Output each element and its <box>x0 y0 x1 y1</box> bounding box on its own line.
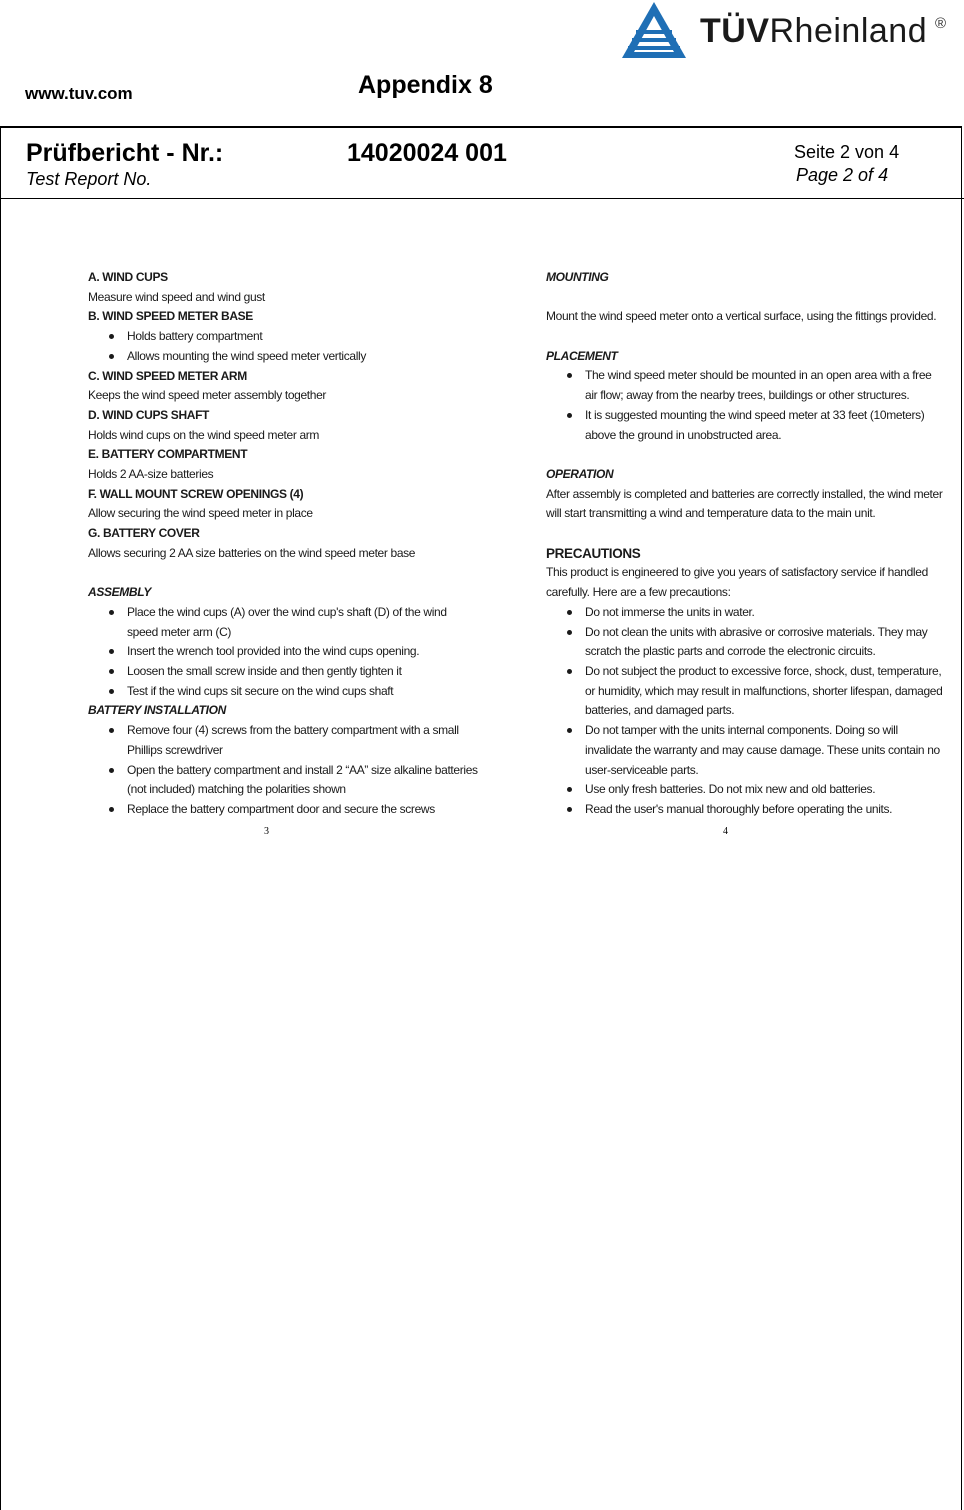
section-heading: B. WIND SPEED METER BASE <box>88 309 253 324</box>
section-text: Allows securing 2 AA size batteries on the wind speed meter base <box>88 545 416 560</box>
section-text: Holds wind cups on the wind speed meter arm <box>88 427 320 442</box>
list-item: Do not tamper with the units internal components. Doing so will invalidate the warranty and may cause damage. These units contain no user-serviceable parts. <box>546 721 946 780</box>
list-item: It is suggested mounting the wind speed meter at 33 feet (10meters) above the ground in unobstructed area. <box>546 406 946 445</box>
section-heading: D. WIND CUPS SHAFT <box>88 407 210 422</box>
page-indicator-de: Seite 2 von 4 <box>794 142 900 162</box>
page-indicator-en: Page 2 of 4 <box>796 165 889 185</box>
section-heading: E. BATTERY COMPARTMENT <box>88 447 248 462</box>
list-item: Insert the wrench tool provided into the wind cups opening. <box>88 642 478 662</box>
section-text: Keeps the wind speed meter assembly together <box>88 388 327 403</box>
mounting-heading: MOUNTING <box>546 270 609 284</box>
report-label-en: Test Report No. <box>26 169 152 189</box>
spacer <box>546 445 946 465</box>
list-item: Test if the wind cups sit secure on the wind cups shaft <box>88 682 478 702</box>
list-item: Allows mounting the wind speed meter vertically <box>88 347 478 367</box>
spacer <box>546 524 946 544</box>
battery-list <box>88 721 478 820</box>
precautions-list <box>546 603 946 820</box>
list-item: Place the wind cups (A) over the wind cup's shaft (D) of the wind speed meter arm (C) <box>88 603 478 642</box>
list-item: Replace the battery compartment door and secure the screws <box>88 800 478 820</box>
spacer <box>88 564 478 584</box>
list-item: Do not subject the product to excessive force, shock, dust, temperature, or humidity, which may result in malfunctions, shorter lifespan, damaged batteries, and damaged parts. <box>546 662 946 721</box>
logo-rheinland: Rheinland <box>769 12 928 50</box>
battery-installation-heading: BATTERY INSTALLATION <box>88 703 226 718</box>
logo-wordmark <box>700 12 927 51</box>
section-text: Measure wind speed and wind gust <box>88 289 265 304</box>
section-text: Mount the wind speed meter onto a vertical surface, using the fittings provided. <box>546 309 937 324</box>
list-item: Remove four (4) screws from the battery compartment with a small Phillips screwdriver <box>88 721 478 760</box>
tuv-rheinland-logo <box>620 0 960 62</box>
section-heading: C. WIND SPEED METER ARM <box>88 368 247 383</box>
precautions-heading: PRECAUTIONS <box>546 545 641 561</box>
section-text: Holds 2 AA-size batteries <box>88 467 214 482</box>
tuv-triangle-icon <box>620 0 688 60</box>
section-text: Allow securing the wind speed meter in place <box>88 506 313 521</box>
section-heading: F. WALL MOUNT SCREW OPENINGS (4) <box>88 486 304 501</box>
manual-left-column <box>88 268 478 820</box>
report-label-de: Prüfbericht - Nr.: <box>26 139 224 167</box>
spacer <box>546 327 946 347</box>
logo-tuv: TÜV <box>700 12 770 50</box>
operation-heading: OPERATION <box>546 466 614 481</box>
placement-list <box>546 366 946 445</box>
list-item: Do not immerse the units in water. <box>546 603 946 623</box>
list-item: Holds battery compartment <box>88 327 478 347</box>
assembly-list <box>88 603 478 702</box>
registered-mark: ® <box>935 15 947 32</box>
section-text: This product is engineered to give you years of satisfactory service if handled carefully. Here are a few precautions: <box>546 565 928 600</box>
list-item: Loosen the small screw inside and then gently tighten it <box>88 662 478 682</box>
bullet-list <box>88 327 478 366</box>
report-number: 14020024 001 <box>347 139 507 167</box>
spacer <box>546 288 946 308</box>
list-item: The wind speed meter should be mounted in an open area with a free air flow; away from the nearby trees, buildings or other structures. <box>546 366 946 405</box>
section-heading: G. BATTERY COVER <box>88 526 200 541</box>
appendix-title: Appendix 8 <box>358 71 493 99</box>
manual-page-number-right: 4 <box>723 826 728 837</box>
manual-page-number-left: 3 <box>264 826 269 837</box>
manual-right-column <box>546 268 946 820</box>
section-heading: A. WIND CUPS <box>88 270 168 284</box>
list-item: Open the battery compartment and install 2 “AA” size alkaline batteries (not included) matching the polarities shown <box>88 761 478 800</box>
section-text: After assembly is completed and batteries are correctly installed, the wind meter will start transmitting a wind and temperature data to the main unit. <box>546 486 943 521</box>
website-url[interactable]: www.tuv.com <box>25 84 133 103</box>
placement-heading: PLACEMENT <box>546 348 618 363</box>
assembly-heading: ASSEMBLY <box>88 585 151 600</box>
list-item: Use only fresh batteries. Do not mix new and old batteries. <box>546 780 946 800</box>
list-item: Read the user's manual thoroughly before operating the units. <box>546 800 946 820</box>
list-item: Do not clean the units with abrasive or corrosive materials. They may scratch the plastic parts and corrode the electronic circuits. <box>546 623 946 662</box>
